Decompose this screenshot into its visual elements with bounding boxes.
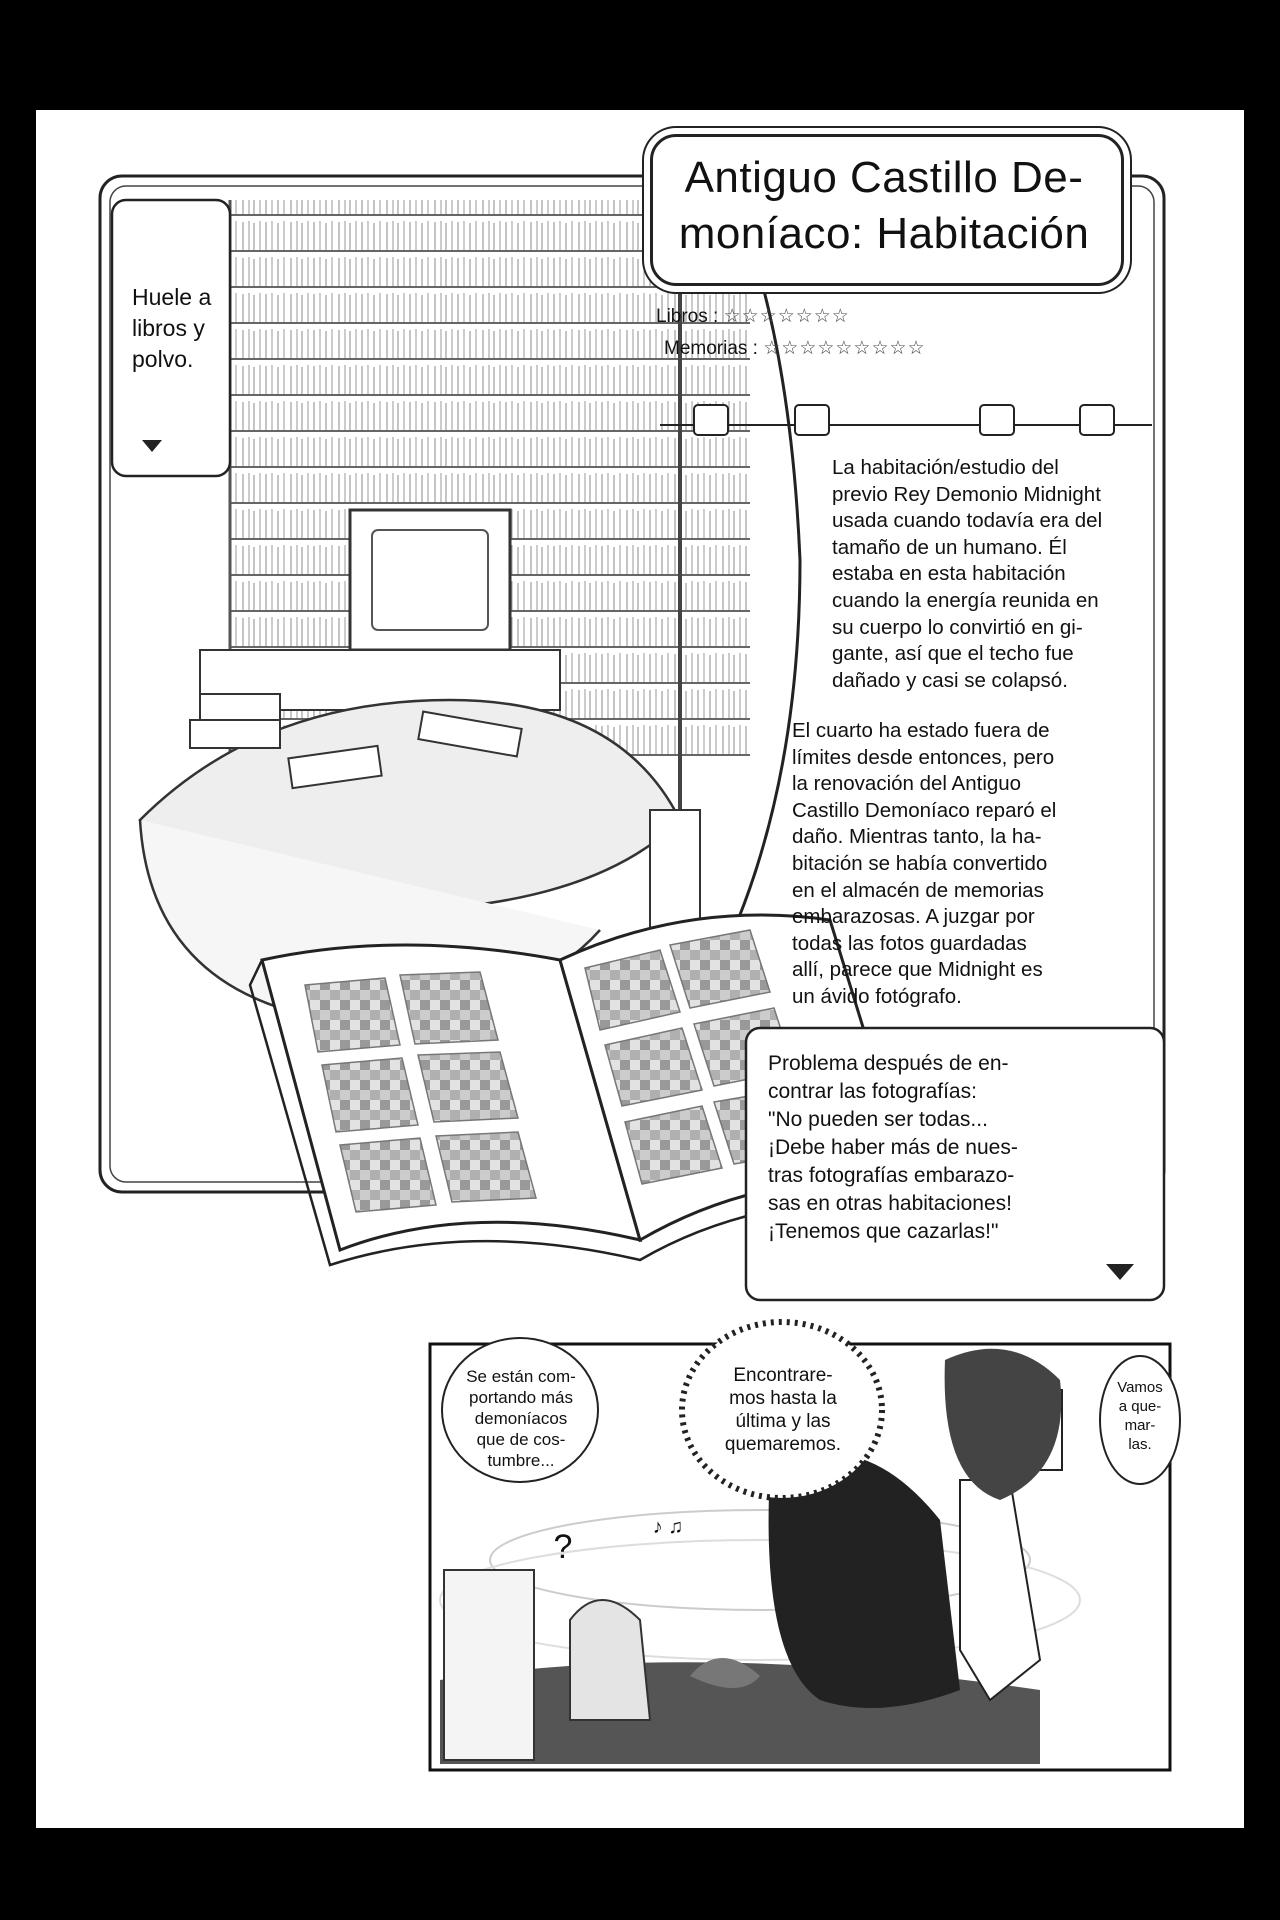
rating-books-label: Libros : — [656, 306, 719, 327]
rating-memories — [664, 336, 926, 362]
page-title: Antiguo Castillo De- moníaco: Habitación — [678, 153, 1090, 258]
rating-memories-label: Memorias : — [664, 338, 758, 359]
description-paragraph-2: El cuarto ha estado fuera de límites desde entonces, pero la renovación del Antiguo Castillo Demoníaco reparó el daño. Mientras tanto, la ha- bitación se había convertido en el almacén de memorias embarazosas. A juzgar por todas las fotos guardadas allí, parece que Midnight es un ávido fotógrafo. — [792, 719, 1057, 1008]
question-mark-sfx: ? — [553, 1528, 573, 1566]
rating-books-stars: ☆☆☆☆☆☆☆ — [723, 306, 850, 327]
description-paragraph-1: La habitación/estudio del previo Rey Demonio Midnight usada cuando todavía era del tamaño de un humano. Él estaba en esta habitación cuando la energía reunida en su cuerpo lo convirtió en gi- gante, así que el techo fue dañado y casi se colapsó. — [832, 456, 1103, 692]
problem-text: Problema después de en- contrar las fotografías: "No pueden ser todas... ¡Debe haber más de nues- tras fotografías embarazo- sas en otras habitaciones! ¡Tenemos que cazarlas!" — [768, 1052, 1018, 1243]
smell-note-text: Huele a libros y polvo. — [132, 284, 212, 372]
bubble-right-text: Vamos a que- mar- las. — [1117, 1379, 1163, 1453]
rating-memories-stars: ☆☆☆☆☆☆☆☆☆ — [763, 338, 926, 359]
music-notes-icon: ♪ ♫ — [652, 1516, 684, 1538]
bubble-left-text: Se están com- portando más demoníacos que de cos- tumbre... — [466, 1367, 576, 1470]
bubble-middle-text: Encontrare- mos hasta la última y las quemaremos. — [724, 1365, 842, 1455]
rating-books — [656, 304, 850, 330]
